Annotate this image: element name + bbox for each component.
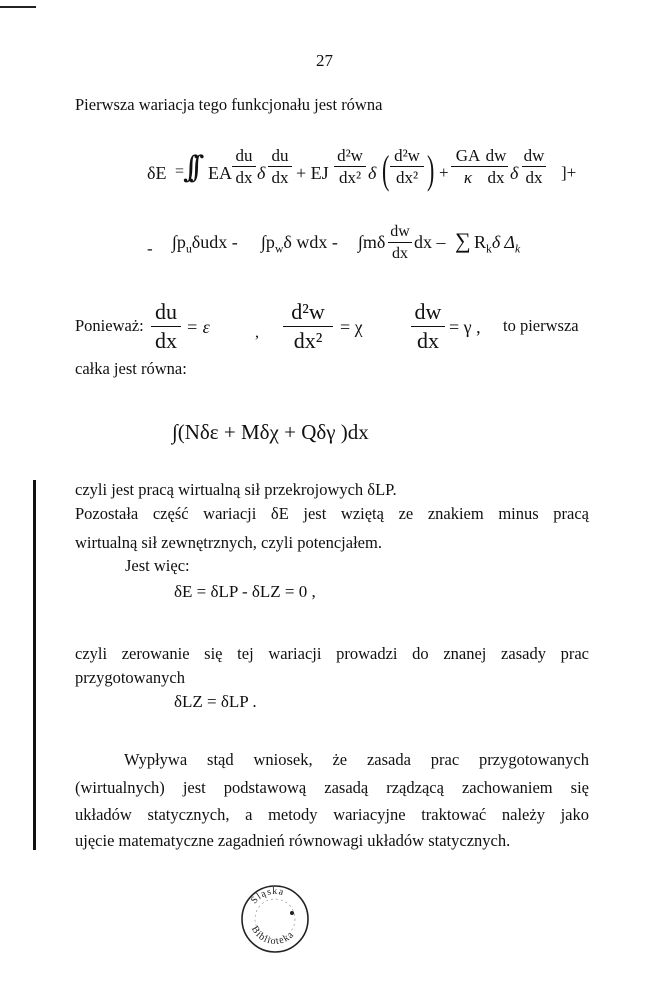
library-stamp-graphic — [238, 882, 312, 956]
eq1-frac-du-1: du dx — [232, 146, 256, 187]
eq1-close-bracket: ]+ — [561, 163, 577, 182]
eq2-sum: ∑ — [455, 228, 471, 253]
eq1-ea: EA — [208, 163, 232, 183]
para3-line3: układów statycznych, a metody wariacyjne traktować należy jako — [75, 805, 589, 824]
eq2-term-pu: $\int p_u\delta udx$ - — [172, 232, 238, 256]
since-chi: = χ — [340, 317, 363, 337]
eq1-plus: + — [439, 163, 449, 182]
para3-line4: ujęcie matematyczne zagadnień równowagi układów statycznych. — [75, 831, 511, 850]
since-frac-dw: dw dx — [411, 299, 445, 354]
eq2-reaction: $R_k\delta$ $\Delta_k$ — [474, 232, 521, 256]
equation-balance: δE = δLP - δLZ = 0 , — [174, 582, 316, 601]
eq1-delta-3: δ — [510, 163, 519, 183]
eq1-lhs: δE — [147, 163, 167, 183]
para3-line1: Wypływa stąd wniosek, że zasada prac przygotowanych — [124, 750, 589, 769]
eq2-term-m-rest: dx – — [414, 232, 446, 252]
since-eps: = ε — [186, 317, 210, 337]
svg-text:Śląska: Śląska — [248, 885, 286, 907]
since-frac-d2w: d²w dx² — [283, 299, 333, 354]
scan-mark-top — [0, 6, 36, 8]
eq1-paren-open: ( — [381, 147, 390, 192]
para1-line1: czyli jest pracą wirtualną sił przekrojowych δLP. — [75, 480, 397, 499]
eq1-frac-ga-kappa: GA κ — [451, 146, 485, 187]
eq2-frac-dw: dw dx — [388, 222, 412, 263]
since-line2: całka jest równa: — [75, 359, 187, 378]
intro-text: Pierwsza wariacja tego funkcjonału jest równa — [75, 95, 383, 114]
svg-text:Biblioteka: Biblioteka — [248, 924, 297, 948]
para1-line4: Jest więc: — [125, 556, 190, 575]
equation-internal-work: ∫(Nδε + Mδχ + Qδγ )dx — [172, 420, 369, 444]
para1-line3: wirtualną sił zewnętrznych, czyli potencjałem. — [75, 533, 382, 552]
eq1-equals: = — [175, 163, 185, 180]
equation-virtual-work: δLZ = δLP . — [174, 692, 257, 711]
para1-line2: Pozostała część wariacji δE jest wziętą ze znakiem minus pracą — [75, 504, 589, 523]
since-gamma: = γ , — [449, 317, 481, 337]
eq1-frac-d2w-1: d²w dx² — [334, 146, 366, 187]
eq1-paren-close: ) — [426, 147, 435, 192]
since-frac-du: du dx — [151, 299, 181, 354]
eq1-delta-2: δ — [368, 163, 377, 183]
eq2-term-pw: $\int p_w\delta$ wdx - — [261, 232, 338, 256]
eq1-double-integral: ∫∫ — [183, 150, 195, 185]
para3-line2: (wirtualnych) jest podstawową zasadą rządzącą zachowaniem się — [75, 778, 589, 797]
page-number: 27 — [316, 51, 333, 70]
scan-edge-left — [33, 480, 36, 850]
eq1-plus-ej: + EJ — [296, 163, 329, 183]
eq2-term-m: ∫mδ — [358, 232, 386, 252]
eq1-frac-dw-2: dw dx — [523, 146, 545, 187]
since-comma: , — [255, 324, 259, 341]
eq2-minus: - — [147, 239, 153, 258]
since-tail: to pierwsza — [503, 316, 579, 335]
library-stamp — [238, 882, 312, 956]
since-label: Ponieważ: — [75, 316, 144, 335]
eq1-frac-d2w-2: d²w dx² — [390, 146, 424, 187]
eq1-frac-du-2: du dx — [268, 146, 292, 187]
eq1-delta-1: δ — [257, 163, 266, 183]
eq1-frac-dw-1: dw dx — [485, 146, 507, 187]
para2-line1: czyli zerowanie się tej wariacji prowadzi do znanej zasady prac — [75, 644, 589, 663]
para2-line2: przygotowanych — [75, 668, 185, 687]
